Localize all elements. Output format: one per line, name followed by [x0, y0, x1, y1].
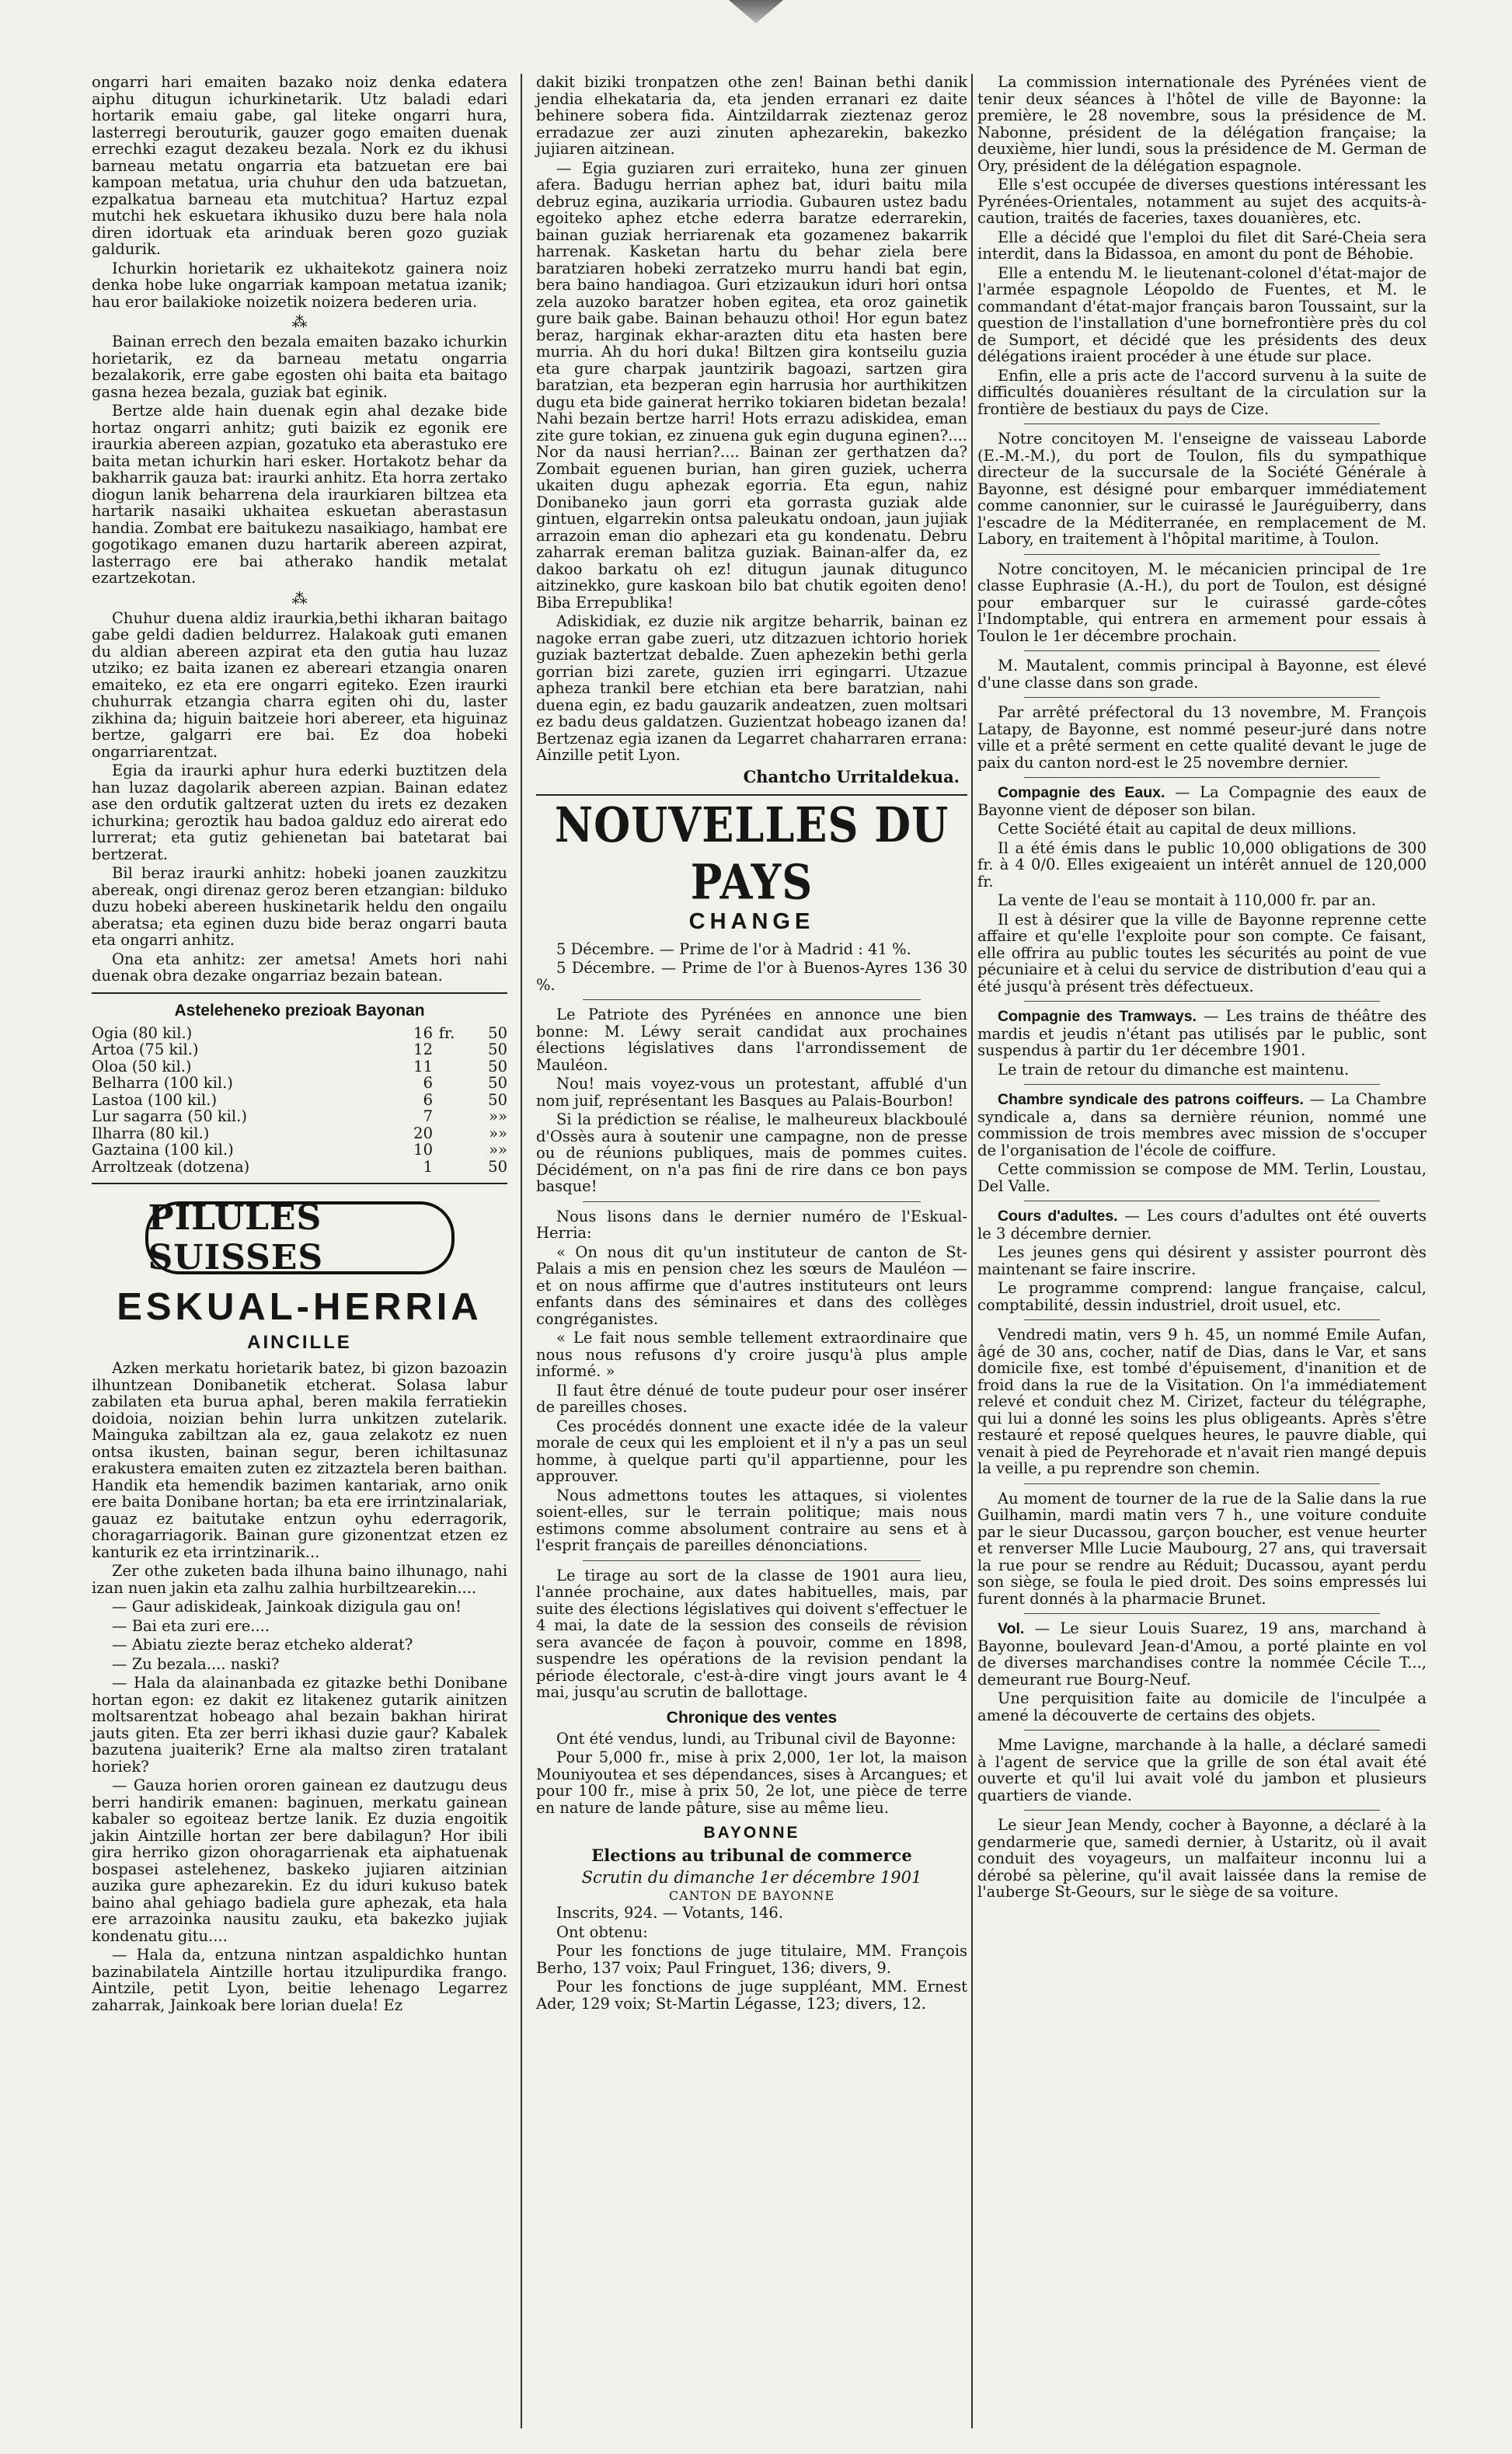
short-divider — [1024, 1613, 1380, 1614]
price-item: Ogia (80 kil.) — [92, 1023, 193, 1042]
article-paragraph: « On nous dit qu'un instituteur de canton de St-Palais a mis en pension chez les sœurs de Mauléon — et on nous affirme que d'autres instituteurs ont leurs enfants dans des séminaires et dans des collèges congréganistes. — [536, 1243, 967, 1328]
price-item: Lur sagarra (50 kil.) — [92, 1107, 247, 1125]
article-paragraph: Bil beraz iraurki anhitz: hobeki joanen zauzkitzu abereak, ongi direnaz geroz beren etzangian: bilduko duzu hobeki abereen huskinetarik heldu den ongailu aberatsa; eta eginen duzu bide beraz ongarri bauta eta ongarri anhitz. — [92, 864, 507, 949]
price-item: Belharra (100 kil.) — [92, 1074, 233, 1092]
article-paragraph: Chuhur duena aldiz iraurkia,bethi ikharan baitago gabe geldi dadien beldurrez. Halakoak guti emanen du aldian abereen azpirat eta den gutia hau luzaz utziko; ez baita izanen ez abereari etzangia onaren emaiteko, ez eta ere ongarri egiteko. Ezen iraurki chuhurrak etzangia charra egiten ohi du, laster zikhina da; higuin baitzeie hori abereer, eta higuinaz bertze, galgarri ere bai. Ez doa hobeki ongarriarentzat. — [92, 608, 507, 761]
price-cents: 50 — [488, 1090, 507, 1109]
article-paragraph: Ona eta anhitz: zer ametsa! Amets hori nahi duenak obra dezake ongarriaz bezain batean. — [92, 950, 507, 985]
article-paragraph: Notre concitoyen, M. le mécanicien principal de 1re classe Euphrasie (A.-H.), du port de Toulon, est désigné pour embarquer sur le cuirassé garde-côtes l'Indomptable, qui entrera en armement pour essais à Toulon le 1er décembre prochain. — [977, 559, 1427, 645]
dialogue-line: — Gauza horien ororen gainean ez dautzugu deus berri handirik emanen: baginuen, merkatu gainean kabaler so egoiteaz bertze lanik. Ez duzia engoitik jakin Aintzille hortan zer bere dabilagun? Hor ibili gira herriko gizon ohoragarrienak eta aiphatuenak bospasei astelehenez, baskeko jujiaren aitzinian auzika gure aphezarekin. Ez du iduri kukuso batek baino ahal gehiago badiela gure aphezak, eta hala ere arrazoinka nausitu zauku, eta bakezko jujiak kondenatu gitu.... — [92, 1776, 507, 1945]
price-row — [92, 1025, 507, 1042]
article-paragraph: Enfin, elle a pris acte de l'accord survenu à la suite de difficultés douanières résultant de la circulation sur la frontière de bestiaux du pays de Cize. — [977, 366, 1427, 418]
price-unit: fr. — [438, 1023, 455, 1042]
article-paragraph: Bainan errech den bezala emaiten bazako ichurkin horietarik, ez da barneau metatu ongarria bezalakorik, erre gabe egosten ohi baita eta baitago gasna hezea bezala, guziak bat eginik. — [92, 333, 507, 401]
price-cents: 50 — [488, 1023, 507, 1042]
article-paragraph: Une perquisition faite au domicile de l'inculpée a amené la découverte de certains des objets. — [977, 1689, 1427, 1724]
article-paragraph: Elle s'est occupée de diverses questions intéressant les Pyrénées-Orientales, notamment au sujet des acquits-à-caution, traités de faceries, taxes douanières, etc. — [977, 176, 1427, 227]
article-paragraph — [977, 1091, 1427, 1159]
article-paragraph: Mme Lavigne, marchande à la halle, a déclaré samedi à l'agent de service que la grille de son étal avait été ouverte et qu'il lui avait volé du jambon et plusieurs quartiers de viande. — [977, 1736, 1427, 1804]
article-paragraph: La commission internationale des Pyrénées vient de tenir deux séances à l'hôtel de ville de Bayonne: la première, le 28 novembre, sous la présidence de M. Nabonne, président de la délégation française; la deuxième, hier lundi, sous la présidence de M. German de Ory, président de la délégation espagnole. — [977, 73, 1427, 175]
price-item: Ilharra (80 kil.) — [92, 1124, 210, 1142]
dialogue-line: — Abiatu ziezte beraz etcheko alderat? — [112, 1636, 413, 1654]
short-divider — [1024, 1319, 1380, 1320]
price-row — [92, 1092, 507, 1109]
price-cents: »» — [489, 1107, 507, 1125]
article-paragraph: Il faut être dénué de toute pudeur pour oser insérer de pareilles choses. — [536, 1381, 967, 1416]
short-divider — [1024, 1483, 1380, 1484]
paragraph-text: — La Compagnie des eaux de Bayonne vient de déposer son bilan. — [977, 783, 1427, 819]
price-value: 12 — [413, 1041, 433, 1058]
price-cents: »» — [489, 1141, 507, 1159]
article-paragraph: Ichurkin horietarik ez ukhaitekotz gainera noiz denka hobe luke ongarriak kampoan metatua izanik; hau eror bailakioke noizetik noizera bederen uria. — [92, 259, 507, 311]
exchange-rate-line: 5 Décembre. — Prime de l'or à Madrid : 41 %. — [556, 939, 911, 958]
separator-stars: ⁂ — [291, 312, 308, 331]
short-divider — [1024, 697, 1380, 698]
canton-line: CANTON DE BAYONNE — [668, 1888, 835, 1903]
results-line: Ont obtenu: — [556, 1922, 648, 1941]
article-paragraph: Les jeunes gens qui désirent y assister pourront dès maintenant se faire inscrire. — [977, 1243, 1427, 1278]
article-paragraph: Ont été vendus, lundi, au Tribunal civil de Bayonne: — [556, 1729, 956, 1748]
article-paragraph: Zer othe zuketen bada ilhuna baino ilhunago, nahi izan nuen jakin eta zalhu zalhia hurbiltzearekin.... — [92, 1562, 507, 1597]
chronique-title: Chronique des ventes — [666, 1708, 838, 1727]
price-value: 6 — [423, 1090, 433, 1109]
article-paragraph — [977, 1208, 1427, 1242]
paragraph-text: — La Chambre syndicale a, dans sa dernière réunion, nommé une commission de trois membres avec mission de s'occuper de l'organisation de l'école de coiffure. — [977, 1090, 1427, 1159]
paragraph-heading: Compagnie des Eaux. — [998, 784, 1165, 801]
price-unit — [433, 1075, 461, 1092]
ad-text: PILULES SUISSES — [148, 1198, 324, 1278]
dialogue-line: — Hala da, entzuna nintzan aspaldichko huntan bazinabilatela Aintzille hortau itzulipurdika frango. Aintzile, petit Lyon, beitie lehenago Legarrez zaharrak, Jainkoak bere lorian duela! Ez — [92, 1946, 507, 2014]
short-divider — [1024, 777, 1380, 778]
paragraph-text: — Les trains de théâtre des mardis et jeudis n'étant pas utilisés par le public, sont suspendus à partir du 1er décembre 1901. — [977, 1007, 1427, 1059]
article-paragraph: Vendredi matin, vers 9 h. 45, un nommé Emile Aufan, âgé de 30 ans, cocher, natif de Dias, dans le Var, et sans domicile fixe, est tombé d'épuisement, d'inanition et de froid dans la rue de la Visitation. On l'a immédiatement relevé et conduit chez M. Cirizet, facteur du télégraphe, qui lui a donné les soins les plus obligeants. Après s'être restauré et reposé quelques heures, le pauvre diable, qui venait à pied de Peyrehorade et n'avait rien mangé depuis la veille, a pu reprendre son chemin. — [977, 1326, 1427, 1477]
price-value: 10 — [413, 1141, 433, 1159]
paragraph-text: — Le sieur Louis Suarez, 19 ans, marchand à Bayonne, boulevard Jean-d'Amou, a porté plainte en vol de diverses marchandises contre la nommée Cécile T..., demeurant rue Bourg-Neuf. — [977, 1619, 1427, 1689]
prices-table — [92, 1025, 507, 1176]
article-paragraph: ongarri hari emaiten bazako noiz denka edatera aiphu ditugun ichurkinetarik. Utz baladi edari hortarik emaiu gabe, gal liteke ongarri hura, lasterregi berouturik, gauzer gogo emaiten duenak errechki ezagut dezakeu bezala. Nork ez du ikhusi barneau metatu ongarria eta batzuetan ere bai kampoan metatua, uria chuhur den uda batzuetan, ezpalkatua barneau eta mutchitua? Hartuz ezpal mutchi hek eskuetara ikhusiko duzu bere hala nola diren idortuak eta arinduak beren gozo guziak galdurik. — [92, 73, 507, 258]
article-paragraph: Par arrêté préfectoral du 13 novembre, M. François Latapy, de Bayonne, est nommé peseur-juré dans notre ville et a prêté serment en cette qualité devant le juge de paix du canton nord-est le 25 novembre dernier. — [977, 703, 1427, 772]
column-basque-1 — [92, 74, 507, 2016]
price-unit — [433, 1058, 461, 1075]
separator-stars: ⁂ — [291, 588, 308, 608]
price-row — [92, 1125, 507, 1142]
price-item: Lastoa (100 kil.) — [92, 1090, 218, 1109]
prices-title: Asteleheneko prezioak Bayonan — [174, 1001, 425, 1020]
short-divider — [583, 999, 921, 1000]
price-row — [92, 1058, 507, 1075]
divider — [536, 794, 967, 796]
article-paragraph: Si la prédiction se réalise, le malheureux blackboulé d'Ossès aura à soutenir une campagne, non de presse ou de réunions publiques, mais de pommes cuites. Décidément, on n'a pas fini de rire dans ce bon pays basque! — [536, 1110, 967, 1195]
divider — [92, 1183, 507, 1184]
paragraph-text: — Les cours d'adultes ont été ouverts le 3 décembre dernier. — [977, 1207, 1427, 1243]
article-paragraph: dakit biziki tronpatzen othe zen! Bainan bethi danik jendia elhekataria da, eta jenden erranari ez daite behinere sobera fida. Aintzildarrak zieztenaz geroz erradazue zer auzi zinuten aphezarekin, bakezko jujiaren aitzinean. — [536, 73, 967, 158]
price-value: 16 — [413, 1023, 433, 1042]
price-cents: 50 — [488, 1057, 507, 1075]
article-paragraph: Bertze alde hain duenak egin ahal dezake bide hortaz ongarri anhitz; guti baizik ez egonik ere iraurkia abereen azpian, gozatuko eta aberastuko ere baita metan ichurkin hari esker. Hortakotz behar da bakharrik gauza bat: iraurki anhitz. Eta horra zertako diogun lanik beharrena dela iraurkiaren biltzea eta hartarik nasaiki ukhaitea eskuetan aberastasun handia. Zombat ere baitukezu nasaikiago, hambat ere gogotikago emanen duzu hartarik abereen azpirat, lasterrago ere bai atherako handik metalat ezartzekotan. — [92, 402, 507, 587]
article-paragraph: Nou! mais voyez-vous un protestant, affublé d'un nom juif, représentant les Basques au Palais-Bourbon! — [536, 1075, 967, 1110]
article-paragraph: Elle a décidé que l'emploi du filet dit Saré-Cheia sera interdit, dans la Bidassoa, en amont du pont de Béhobie. — [977, 228, 1427, 263]
price-value: 20 — [413, 1124, 433, 1142]
article-paragraph: Au moment de tourner de la rue de la Salie dans la rue Guilhamin, mardi matin vers 7 h., une voiture conduite par le sieur Ducassou, garçon boucher, est venue heurter et renverser Mlle Lucie Maubourg, 27 ans, qui traversait la rue pour se rendre au Réduit; Ducassou, ayant perdu son siège, se foula le pied droit. Des soins empressés lui furent donnés à la pharmacie Brunet. — [977, 1489, 1427, 1608]
divider — [92, 992, 507, 994]
column-basque-french — [536, 74, 967, 2014]
price-cents: 50 — [488, 1041, 507, 1058]
paragraph-heading: Chambre syndicale des patrons coiffeurs. — [998, 1091, 1304, 1108]
price-row — [92, 1108, 507, 1125]
article-title-aincille: AINCILLE — [247, 1332, 352, 1353]
column-french — [977, 74, 1427, 1903]
article-paragraph: Ces procédés donnent une exacte idée de la valeur morale de ceux qui les emploient et il n'y a pas un seul homme, à quelque parti qu'il appartienne, pour les approuver. — [536, 1417, 967, 1485]
price-value: 11 — [413, 1057, 433, 1075]
article-paragraph: Azken merkatu horietarik batez, bi gizon bazoazin ilhuntzean Donibanetik etcherat. Solasa labur zabilaten eta burua aphal, beren makila ferratiekin doidoia, noizian behin lurra unkitzen zutelarik. Mainguka zabiltzan ala ez, gaua zelakotz ez nuen ontsa ikusten, bainan segur, beren ichiltasunaz erakustera emaiten zuten ez zitzaztela beren baithan. Handik eta hemendik bazimen kantariak, arno onik ere baita Donibane hortan; ba eta ere irrintzinalariak, gauaz ez baitutake entzun oyhu ederragorik, choragarriagorik. Bainan gure gizonentzat etzen ez kanturik ez eta irrintzinarik... — [92, 1359, 507, 1561]
price-item: Arroltzeak (dotzena) — [92, 1157, 250, 1176]
price-unit — [433, 1159, 461, 1176]
article-paragraph: Le train de retour du dimanche est maintenu. — [998, 1060, 1350, 1079]
article-paragraph: Egia da iraurki aphur hura ederki buztitzen dela han luzaz dagolarik abereen azpian. Bainan edatez ase den ordutik galtzerat uzten du irets ez dezaken ichurkina; geroztik hau badoa galduz edo airerat edo lurrerat; eta gutiz gehienetan bai batetarat bai bertzerat. — [92, 762, 507, 863]
price-unit — [433, 1041, 461, 1058]
price-unit — [433, 1142, 461, 1159]
paragraph-heading: Compagnie des Tramways. — [998, 1008, 1197, 1025]
price-value: 6 — [423, 1074, 433, 1092]
article-paragraph: Le sieur Jean Mendy, cocher à Bayonne, a déclaré à la gendarmerie que, samedi dernier, à Ustaritz, où il avait conduit des voyageurs, un malfaiteur inconnu lui a dérobé sa pèlerine, qu'il avait laissée dans la remise de l'auberge St-Geours, sur le siège de sa voiture. — [977, 1816, 1427, 1901]
article-paragraph — [977, 1008, 1427, 1059]
article-paragraph: Cette Société était au capital de deux millions. — [998, 820, 1357, 838]
price-item: Gaztaina (100 kil.) — [92, 1141, 234, 1159]
price-unit — [433, 1125, 461, 1142]
section-subtitle-change: CHANGE — [688, 908, 815, 934]
article-paragraph: Pour 5,000 fr., mise à prix 2,000, 1er lot, la maison Mouniyoutea et ses dépendances, sises à Arcangues; et pour 100 fr., mise à prix 50, 2e lot, une pièce de terre en nature de lande pâture, sise au même lieu. — [536, 1748, 967, 1817]
article-paragraph: « Le fait nous semble tellement extraordinaire que nous nous refusons d'y croire jusqu'à plus ample informé. » — [536, 1329, 967, 1380]
results-line: Pour les fonctions de juge suppléant, MM. Ernest Ader, 129 voix; St-Martin Légasse, 123; divers, 12. — [536, 1978, 967, 2013]
section-title-nouvelles: NOUVELLES DU PAYS — [554, 795, 949, 911]
article-paragraph — [977, 1620, 1427, 1688]
dialogue-line: — Gaur adiskideak, Jainkoak dizigula gau on! — [112, 1598, 462, 1616]
short-divider — [1024, 1730, 1380, 1731]
column-rule-1 — [521, 74, 522, 2428]
results-line: Pour les fonctions de juge titulaire, MM. François Berho, 137 voix; Paul Fringuet, 136; divers, 9. — [536, 1942, 967, 1977]
price-item: Oloa (50 kil.) — [92, 1057, 192, 1075]
page-fold-mark — [729, 0, 783, 23]
scrutin-line: Scrutin du dimanche 1er décembre 1901 — [581, 1868, 922, 1887]
results-line: Inscrits, 924. — Votants, 146. — [556, 1904, 784, 1922]
column-rule-2 — [971, 74, 973, 2428]
dialogue-line: — Bai eta zuri ere.... — [112, 1616, 270, 1635]
article-paragraph: Elle a entendu M. le lieutenant-colonel d'état-major de l'armée espagnole Léopoldo de Fuentes, et M. le commandant d'état-major français baron Toussaint, sur la question de l'installation d'une bornefrontière près du col de Sumport, et décidé que les présidents des deux délégations iraient procéder à une étude sur place. — [977, 263, 1427, 365]
paragraph-heading: Vol. — [998, 1620, 1025, 1637]
article-paragraph: Cette commission se compose de MM. Terlin, Loustau, Del Valle. — [977, 1160, 1427, 1195]
price-cents: »» — [489, 1124, 507, 1142]
article-paragraph: Nous lisons dans le dernier numéro de l'Eskual-Herria: — [536, 1207, 967, 1242]
price-value: 1 — [423, 1157, 433, 1176]
article-paragraph: Le Patriote des Pyrénées en annonce une bien bonne: M. Léwy serait candidat aux prochaines élections législatives dans l'arrondissement de Mauléon. — [536, 1006, 967, 1074]
short-divider — [583, 1201, 921, 1202]
short-divider — [1024, 554, 1380, 555]
price-value: 7 — [423, 1107, 433, 1125]
article-paragraph: Il a été émis dans le public 10,000 obligations de 300 fr. à 4 0/0. Elles exigeaient un intérêt annuel de 120,000 fr. — [977, 838, 1427, 891]
short-divider — [1024, 650, 1380, 651]
article-paragraph — [977, 784, 1427, 818]
price-item: Artoa (75 kil.) — [92, 1041, 199, 1058]
short-divider — [1024, 1001, 1380, 1002]
article-paragraph: Le programme comprend: langue française, calcul, comptabilité, dessin industriel, droit usuel, etc. — [977, 1279, 1427, 1314]
price-row — [92, 1075, 507, 1092]
article-paragraph: — Egia guziaren zuri erraiteko, huna zer ginuen afera. Badugu herrian aphez bat, iduri baitu mila debruz egina, auzikaria urriodia. Gubauren ustez badu egoiteko aphez etche ederra baratze ederrarekin, bainan guziak herriarenak eta gozamenez bakarrik harrenak. Kasketan hartu du behar ziela bere baratziaren hobeki zerratzeko murru handi bat egin, bera baino handiagoa. Guri etzizaukun iduri hori ontsa zela auzoko baratzer hoben egitea, eta oroz gainetik gure baik gabe. Bainan behauzu othoi! Hor egun batez beraz, harginak ekhar-arazten ditu eta hasten bere murria. Ah du hori duka! Biltzen gira kontseilu guzia eta gure charpak jauntzirik bagoazi, sartzen gira baratzian, eta bezperan egin harrusia hor aurthikitzen dugu eta bide gainerat herriko tokiaren bidetan bezala! Nahi bezain bertze harri! Hots errazu adiskidea, eman zite gure tokian, ez zinuena guk egin duguna eginen?.... Nor da nausi herrian?.... Bainan zer gerthatzen da? Zombait eguenen burian, han giren guziek, ucherra ukaiten dugu aphezak egorria. Eta egun, nahiz Donibaneko jaun gorri eta gorrasta guziak alde gintuen, elgarrekin ontsa paleukatu ondoan, jaun jujiak arrazoin eman dio aphezari eta gu kondenatu. Debru zaharrak ereman balitza guziak. Bainan-alfer da, ez dakoo barkatu oh ez! ditugun jaunak ditugunco aitzinekko, gure kaskoan bilo bat chutik egoiten deno! Biba Errepublika! — [536, 159, 967, 612]
exchange-rate-line: 5 Décembre. — Prime de l'or à Buenos-Ayres 136 30 %. — [536, 959, 967, 994]
dialogue-line: — Zu bezala.... naski? — [112, 1654, 280, 1673]
article-paragraph: Nous admettons toutes les attaques, si violentes soient-elles, sur le terrain politique; mais nous estimons comme absolument contraire au sens et à l'esprit français de pareilles dénonciations. — [536, 1486, 967, 1554]
paragraph-heading: Cours d'adultes. — [998, 1208, 1118, 1225]
price-row — [92, 1041, 507, 1058]
section-title-eskual-herria: ESKUAL-HERRIA — [117, 1286, 483, 1328]
article-paragraph: La vente de l'eau se montait à 110,000 fr. par an. — [998, 891, 1376, 909]
short-divider — [1024, 1084, 1380, 1085]
price-row — [92, 1142, 507, 1159]
price-unit — [433, 1108, 461, 1125]
short-divider — [1024, 1810, 1380, 1811]
article-paragraph: Il est à désirer que la ville de Bayonne reprenne cette affaire et qu'elle l'exploite pour son compte. Ce faisant, elle offrira au public toutes les sécurités au point de vue pécuniaire et à celui du service de distribution d'eau qui a été jusqu'à présent très défectueux. — [977, 910, 1427, 995]
elections-title: Elections au tribunal de commerce — [591, 1846, 912, 1865]
article-paragraph: Le tirage au sort de la classe de 1901 aura lieu, l'année prochaine, aux dates habituelles, mais, par suite des élections législatives qui doivent s'effectuer le 4 mai, la date de la session des conseils de révision sera avancée de façon à pouvoir, comme en 1898, suspendre les opérations de la revision pendant la période électorale, c'est-à-dire vingt jours avant le 4 mai, jusqu'au scrutin de ballottage. — [536, 1566, 967, 1701]
dialogue-line: — Hala da alainanbada ez gitazke bethi Donibane hortan egon: ez dakit ez litakenez gutarik ainitzen moltsarentzat hobeago ahal bezain bakhan hirirat jauts giten. Eta zer berri ikhasi duzie gaur? Kabalek bazutena juaiterik? Erne ala maltso ziren tratalant horiek? — [92, 1674, 507, 1776]
price-row — [92, 1159, 507, 1176]
article-paragraph: Adiskidiak, ez duzie nik argitze beharrik, bainan ez nagoke erran gabe zueri, utz ditzazuen ichtorio horiek guziak baztertzat debalde. Zuen aphezekin bethi gerla gorrian bizi zarete, guzien irri egingarri. Utzazue apheza trankil bere etchian eta bere baratzian, nahi duena egin, ez badu gauzarik andeatzen, zuen moltsari ez badu deus galdatzen. Guzientzat hobeago izanen da! Bertzenaz egia izanen da Legarret chaharraren errana: Ainzille petit Lyon. — [536, 612, 967, 764]
article-paragraph: Notre concitoyen M. l'enseigne de vaisseau Laborde (E.-M.-M.), du port de Toulon, fils du sympathique directeur de la succursale de la Société Générale à Bayonne, est désigné pour embarquer immédiatement comme canonnier, sur le cuirassé le Jauréguiberry, dans l'escadre de la Méditerranée, en remplacement de M. Labory, en traitement à l'hôpital maritime, à Toulon. — [977, 430, 1427, 548]
article-paragraph: M. Mautalent, commis principal à Bayonne, est élevé d'une classe dans son grade. — [977, 657, 1427, 692]
price-cents: 50 — [488, 1074, 507, 1092]
pilules-suisses-ad — [145, 1198, 455, 1278]
article-signature: Chantcho Urritaldekua. — [743, 766, 960, 786]
short-divider — [583, 1560, 921, 1561]
price-cents: 50 — [488, 1157, 507, 1176]
price-unit — [433, 1092, 461, 1109]
bayonne-title: BAYONNE — [703, 1824, 800, 1842]
